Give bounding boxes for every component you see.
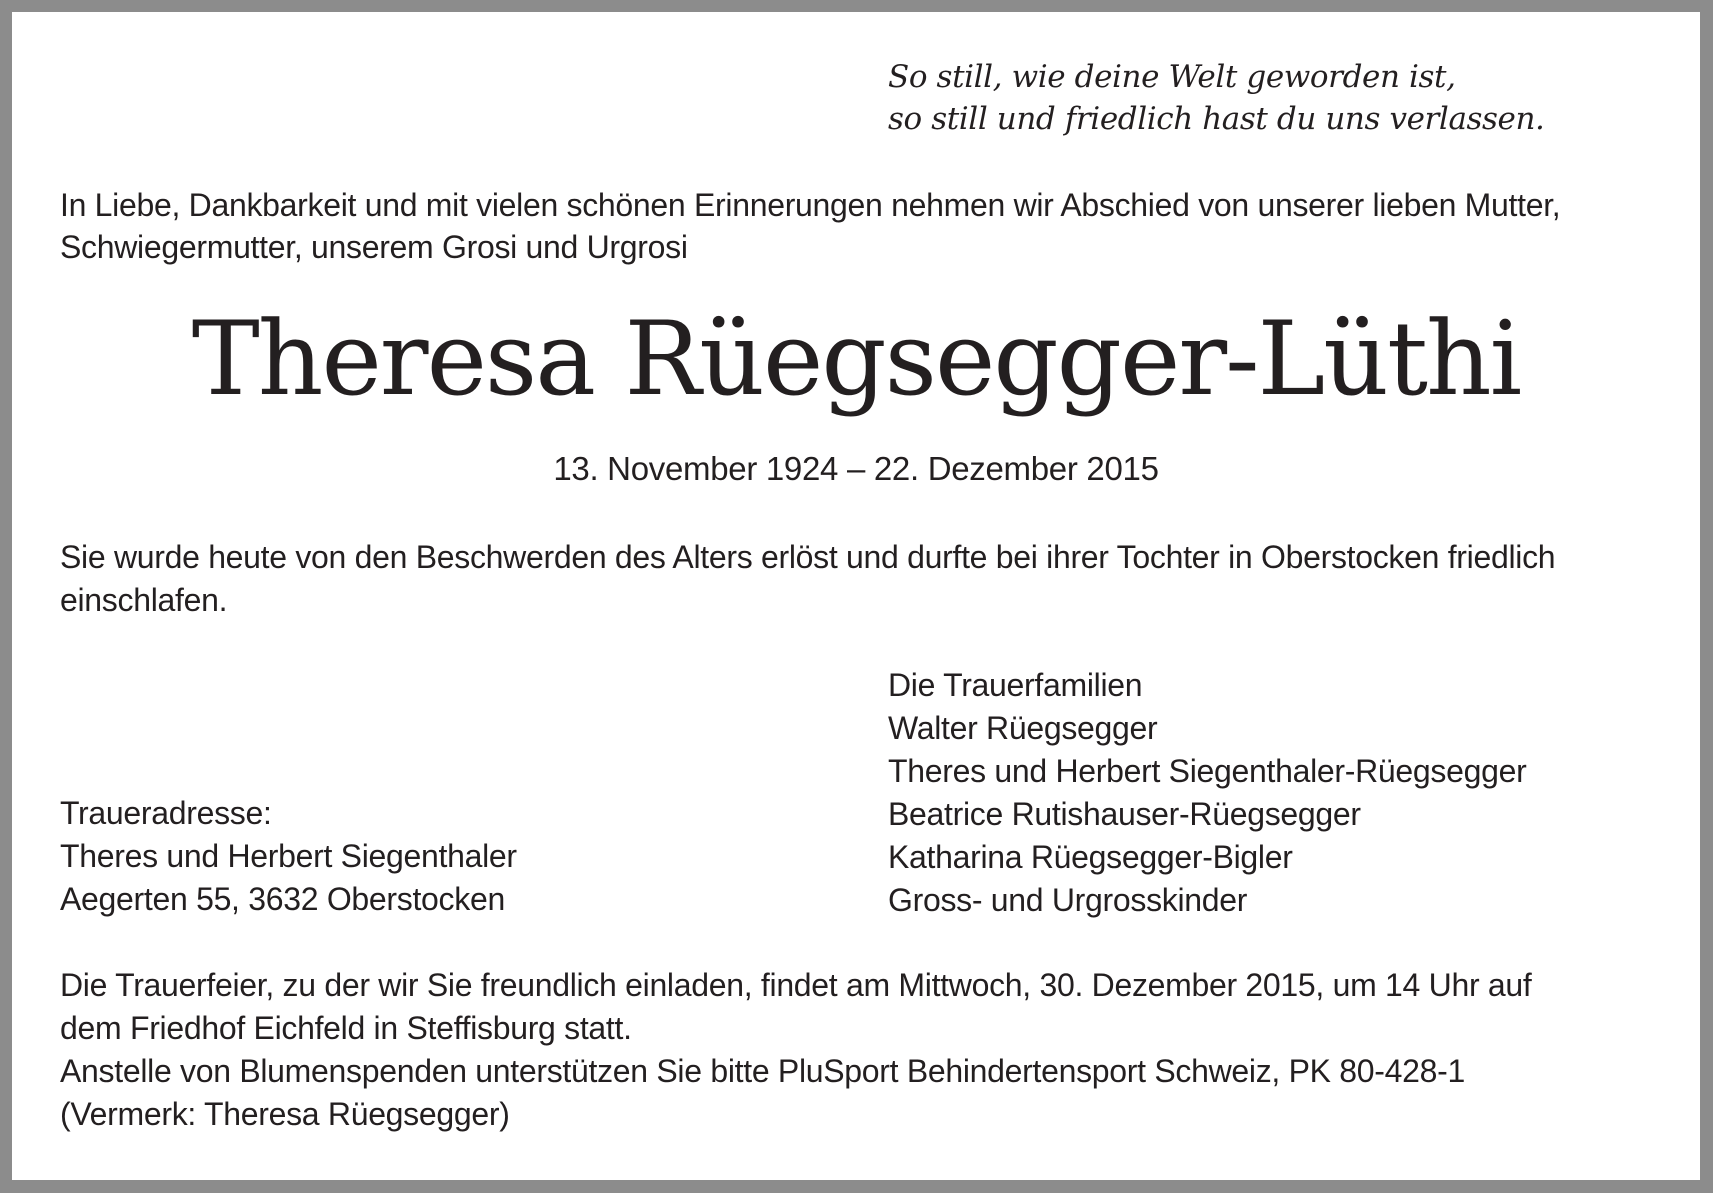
motto-line: so still und friedlich hast du uns verlassen. xyxy=(888,101,1545,137)
intro-paragraph xyxy=(60,184,1690,268)
family-member: Theres und Herbert Siegenthaler-Rüegsegger xyxy=(888,753,1527,789)
passing-message xyxy=(60,536,1690,622)
mourning-families xyxy=(888,664,1688,922)
intro-line: Schwiegermutter, unserem Grosi und Urgrosi xyxy=(60,229,688,265)
ceremony-line: Die Trauerfeier, zu der wir Sie freundlich einladen, findet am Mittwoch, 30. Dezember 2015, um 14 Uhr auf xyxy=(60,967,1532,1003)
ceremony-line: dem Friedhof Eichfeld in Steffisburg statt. xyxy=(60,1010,632,1046)
message-line: Sie wurde heute von den Beschwerden des Alters erlöst und durfte bei ihrer Tochter in Oberstocken friedlich xyxy=(60,539,1556,575)
motto-line: So still, wie deine Welt geworden ist, xyxy=(888,59,1456,95)
deceased-name: Theresa Rüegsegger-Lüthi xyxy=(191,300,1521,419)
obituary-notice xyxy=(12,12,1700,1180)
address-heading: Traueradresse: xyxy=(60,795,272,831)
family-member: Walter Rüegsegger xyxy=(888,710,1158,746)
message-line: einschlafen. xyxy=(60,582,228,618)
address-line: Aegerten 55, 3632 Oberstocken xyxy=(60,881,505,917)
family-member: Katharina Rüegsegger-Bigler xyxy=(888,839,1293,875)
motto-verse xyxy=(888,56,1668,140)
life-dates: 13. November 1924 – 22. Dezember 2015 xyxy=(553,450,1159,487)
intro-line: In Liebe, Dankbarkeit und mit vielen schönen Erinnerungen nehmen wir Abschied von unserer lieben Mutter, xyxy=(60,187,1561,223)
funeral-details xyxy=(60,964,1690,1136)
address-line: Theres und Herbert Siegenthaler xyxy=(60,838,517,874)
donation-note: (Vermerk: Theresa Rüegsegger) xyxy=(60,1096,510,1132)
mourning-address xyxy=(60,792,840,921)
family-member: Gross- und Urgrosskinder xyxy=(888,882,1248,918)
family-member: Beatrice Rutishauser-Rüegsegger xyxy=(888,796,1361,832)
families-heading: Die Trauerfamilien xyxy=(888,667,1143,703)
donation-line: Anstelle von Blumenspenden unterstützen Sie bitte PluSport Behindertensport Schweiz, PK 80-428-1 xyxy=(60,1053,1465,1089)
